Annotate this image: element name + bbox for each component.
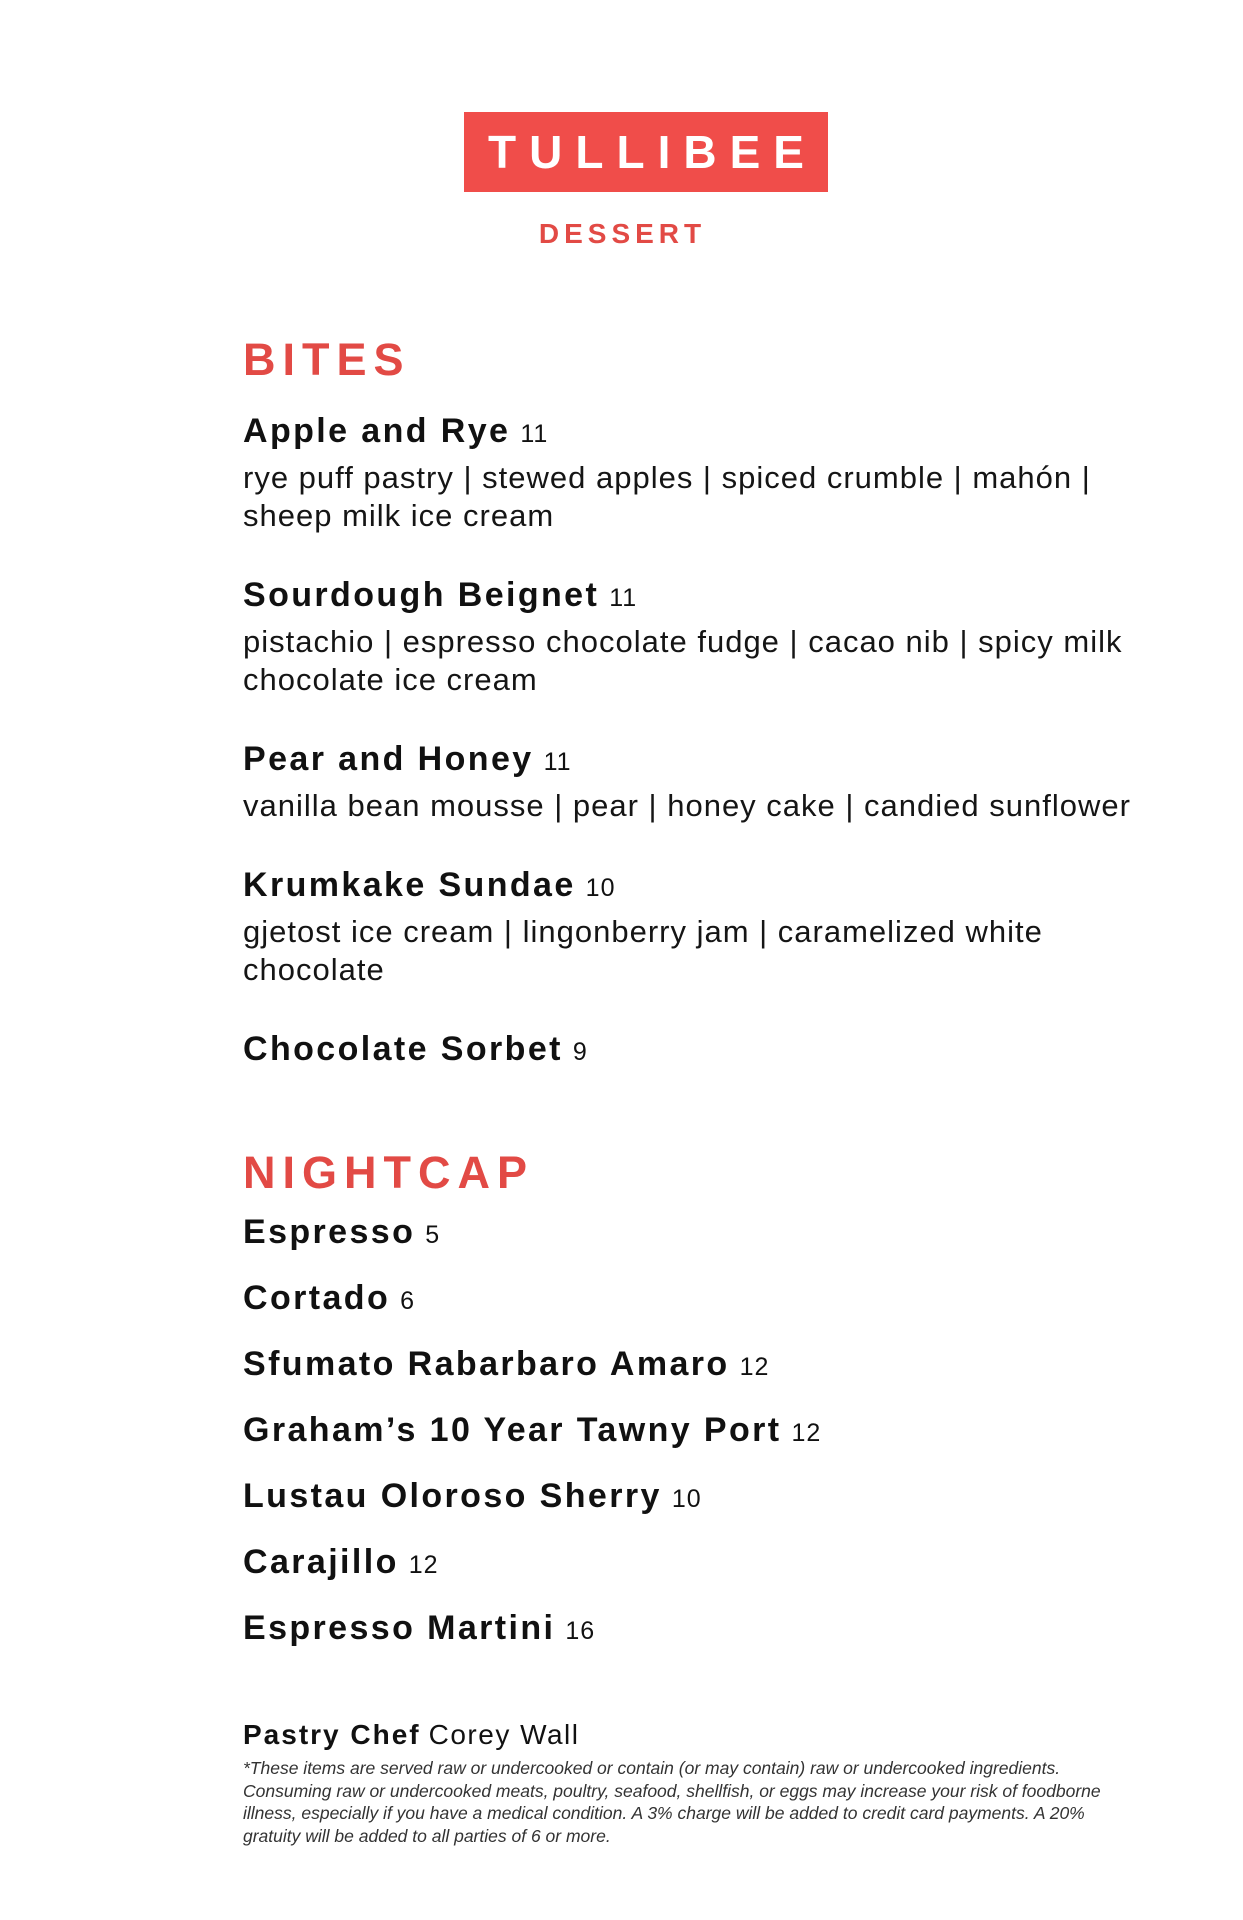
- item-name: Graham’s 10 Year Tawny Port: [243, 1411, 782, 1449]
- section-title-nightcap: NIGHTCAP: [243, 1147, 534, 1198]
- item-price: 5: [425, 1221, 441, 1249]
- menu-footer: [243, 1717, 1143, 1847]
- item-price: 11: [520, 420, 549, 448]
- item-price: 12: [791, 1419, 822, 1447]
- drink-item: [243, 1211, 1143, 1260]
- item-price: 16: [565, 1617, 596, 1645]
- item-name: Sourdough Beignet: [243, 576, 600, 614]
- logo-text: TULLIBEE: [488, 126, 817, 178]
- drink-item: [243, 1607, 1143, 1656]
- drink-item: [243, 1541, 1143, 1590]
- drink-item: [243, 1409, 1143, 1458]
- chef-credit: [243, 1717, 1143, 1753]
- menu-item: [243, 1028, 1143, 1077]
- item-price: 10: [585, 874, 616, 902]
- item-description: pistachio | espresso chocolate fudge | cacao nib | spicy milk chocolate ice cream: [243, 624, 1123, 697]
- item-price: 12: [408, 1551, 439, 1579]
- drink-item: [243, 1277, 1143, 1326]
- menu-item: [243, 738, 1143, 825]
- item-price: 12: [739, 1353, 770, 1381]
- item-price: 11: [609, 584, 638, 612]
- section-title-bites: BITES: [243, 334, 411, 385]
- item-price: 9: [572, 1038, 588, 1066]
- nightcap-list: [243, 1211, 1143, 1656]
- item-name: Apple and Rye: [243, 412, 511, 450]
- item-name: Cortado: [243, 1279, 391, 1317]
- item-name: Lustau Oloroso Sherry: [243, 1477, 662, 1515]
- menu-item: [243, 864, 1143, 989]
- item-name: Chocolate Sorbet: [243, 1030, 563, 1068]
- drink-item: [243, 1343, 1143, 1392]
- menu-item: [243, 574, 1143, 699]
- item-description: rye puff pastry | stewed apples | spiced crumble | mahón | sheep milk ice cream: [243, 460, 1091, 533]
- item-name: Carajillo: [243, 1543, 399, 1581]
- item-description: vanilla bean mousse | pear | honey cake | candied sunflower: [243, 788, 1131, 823]
- menu-subtitle: DESSERT: [538, 218, 707, 249]
- item-name: Espresso Martini: [243, 1609, 556, 1647]
- logo-banner: [464, 112, 828, 192]
- item-price: 11: [543, 748, 572, 776]
- item-price: 6: [400, 1287, 416, 1315]
- item-price: 10: [671, 1485, 702, 1513]
- menu-content: [243, 330, 1143, 1673]
- item-name: Pear and Honey: [243, 740, 534, 778]
- menu-item: [243, 410, 1143, 535]
- item-name: Sfumato Rabarbaro Amaro: [243, 1345, 730, 1383]
- bites-list: [243, 410, 1143, 1077]
- chef-name: Corey Wall: [428, 1719, 580, 1750]
- drink-item: [243, 1475, 1143, 1524]
- item-name: Krumkake Sundae: [243, 866, 576, 904]
- item-description: gjetost ice cream | lingonberry jam | caramelized white chocolate: [243, 914, 1043, 987]
- disclaimer-text: *These items are served raw or undercooked or contain (or may contain) raw or undercooked ingredients. Consuming raw or undercooked meats, poultry, seafood, shellfish, or eggs may increase your risk of foodborne illness, especially if you have a medical condition. A 3% charge will be added to credit card payments. A 20% gratuity will be added to all parties of 6 or more.: [243, 1758, 1101, 1846]
- chef-label: Pastry Chef: [243, 1719, 421, 1750]
- item-name: Espresso: [243, 1213, 416, 1251]
